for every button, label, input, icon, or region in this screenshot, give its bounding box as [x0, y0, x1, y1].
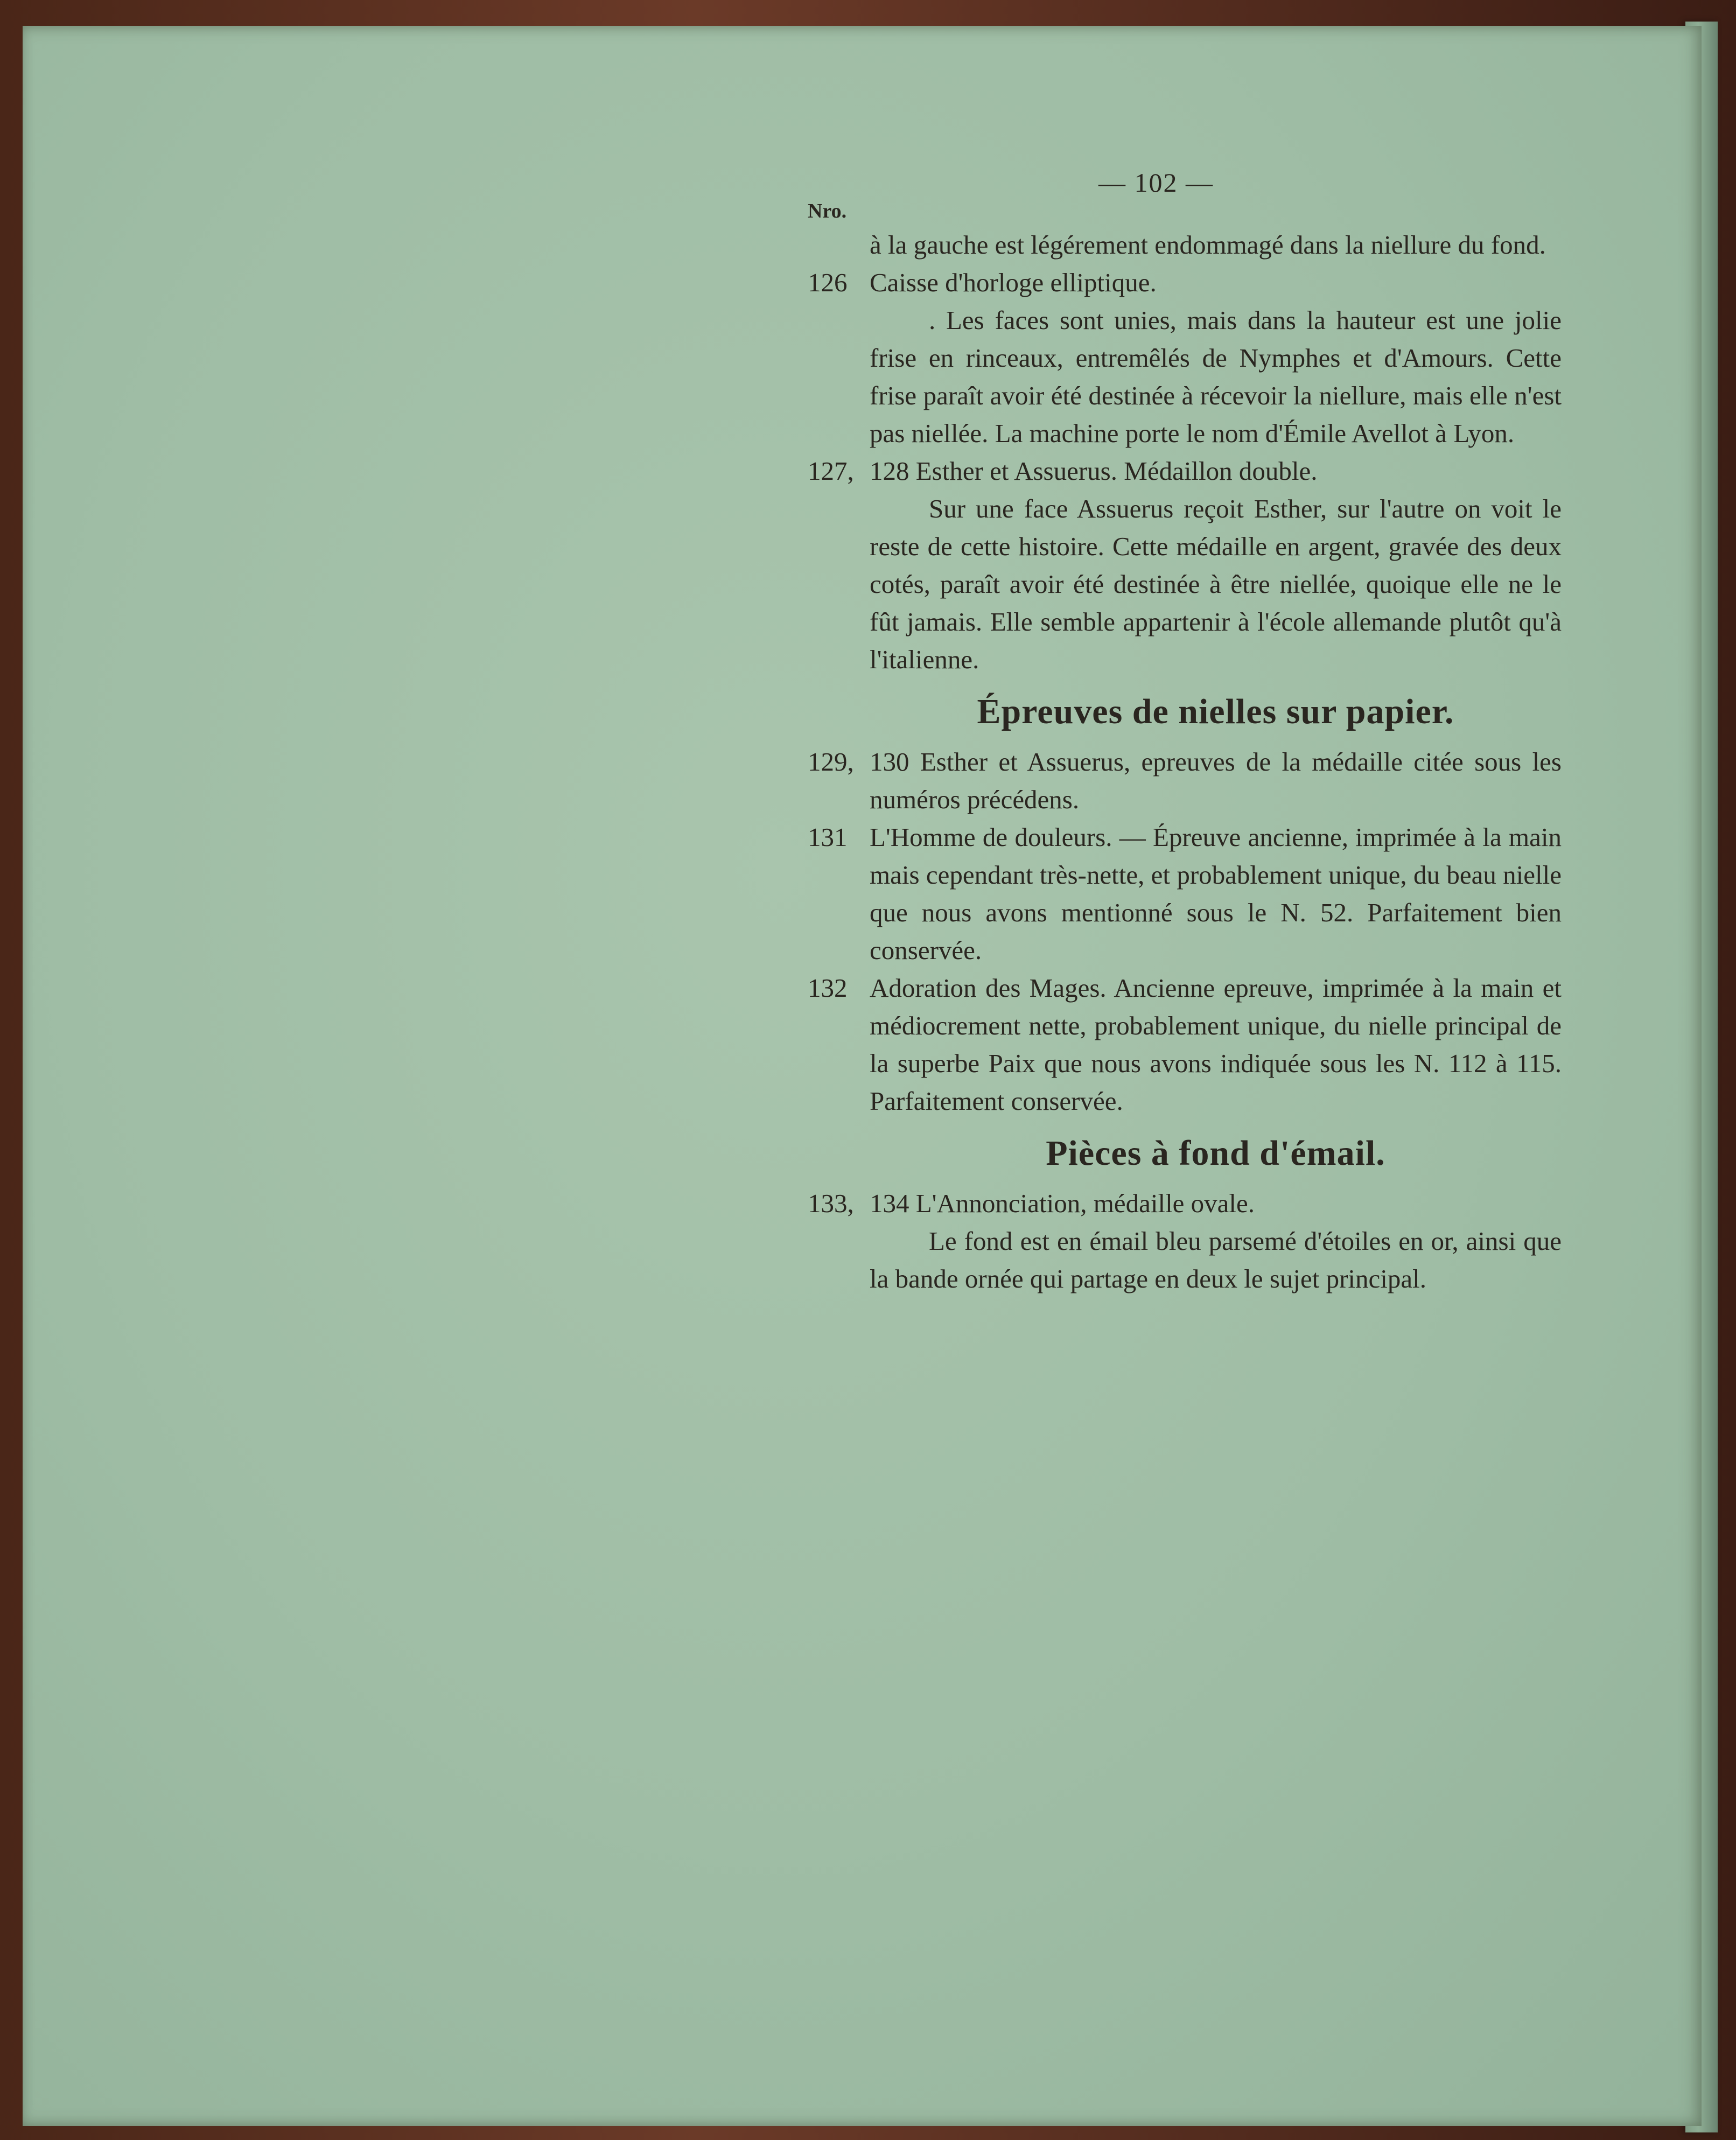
entry-number: 131 — [808, 822, 848, 852]
entry-number: 132 — [808, 973, 848, 1003]
entry-title: 134 L'Annonciation, médaille ovale. — [870, 1188, 1255, 1218]
entry-text: 130 Esther et Assuerus, epreuves de la médaille citée sous les numéros précédens. — [870, 747, 1562, 814]
entry-text: Adoration des Mages. Ancienne epreuve, imprimée à la main et médiocrement nette, probablement unique, du nielle principal de la superbe Paix que nous avons indiquée sous les N. 112 à 115. Parfaitement conservée. — [870, 973, 1562, 1116]
entry-number: 133, — [808, 1188, 854, 1218]
entry-number: 127, — [808, 456, 854, 486]
page-number: — 102 — — [1098, 167, 1214, 198]
entry-132 — [808, 969, 1562, 1120]
entry-text: L'Homme de douleurs. — Épreuve ancienne, imprimée à la main mais cependant très-nette, et probablement unique, du beau nielle que nous avons mentionné sous le N. 52. Parfaitement bien conservée. — [870, 822, 1562, 965]
page-text — [808, 162, 1562, 1298]
entry-number: 126 — [808, 268, 848, 297]
entry-129-130 — [808, 743, 1562, 819]
column-marker: Nro. — [808, 200, 847, 222]
continuation-text: à la gauche est légérement endommagé dans la niellure du fond. — [870, 230, 1546, 260]
entry-126 — [808, 264, 1562, 302]
section-heading-epreuves: Épreuves de nielles sur papier. — [977, 692, 1454, 731]
entry-133-134 — [808, 1185, 1562, 1222]
entry-description: Le fond est en émail bleu parsemé d'étoiles en or, ainsi que la bande ornée qui partage en deux le sujet principal. — [870, 1226, 1562, 1293]
entry-title: 128 Esther et Assuerus. Médaillon double. — [870, 456, 1318, 486]
entry-127-128 — [808, 452, 1562, 490]
entry-description: . Les faces sont unies, mais dans la hauteur est une jolie frise en rinceaux, entremêlés de Nymphes et d'Amours. Cette frise paraît avoir été destinée à récevoir la niellure, mais elle n'est pas niellée. La machine porte le nom d'Émile Avellot à Lyon. — [870, 305, 1562, 448]
section-heading-pieces: Pièces à fond d'émail. — [1046, 1134, 1385, 1173]
entry-131 — [808, 819, 1562, 969]
entry-title: Caisse d'horloge elliptique. — [870, 268, 1157, 297]
entry-number: 129, — [808, 747, 854, 777]
entry-description: Sur une face Assuerus reçoit Esther, sur l'autre on voit le reste de cette histoire. Cette médaille en argent, gravée des deux cotés, paraît avoir été destinée à être niellée, quoique elle ne le fût jamais. Elle semble appartenir à l'école allemande plutôt qu'à l'italienne. — [870, 494, 1562, 674]
